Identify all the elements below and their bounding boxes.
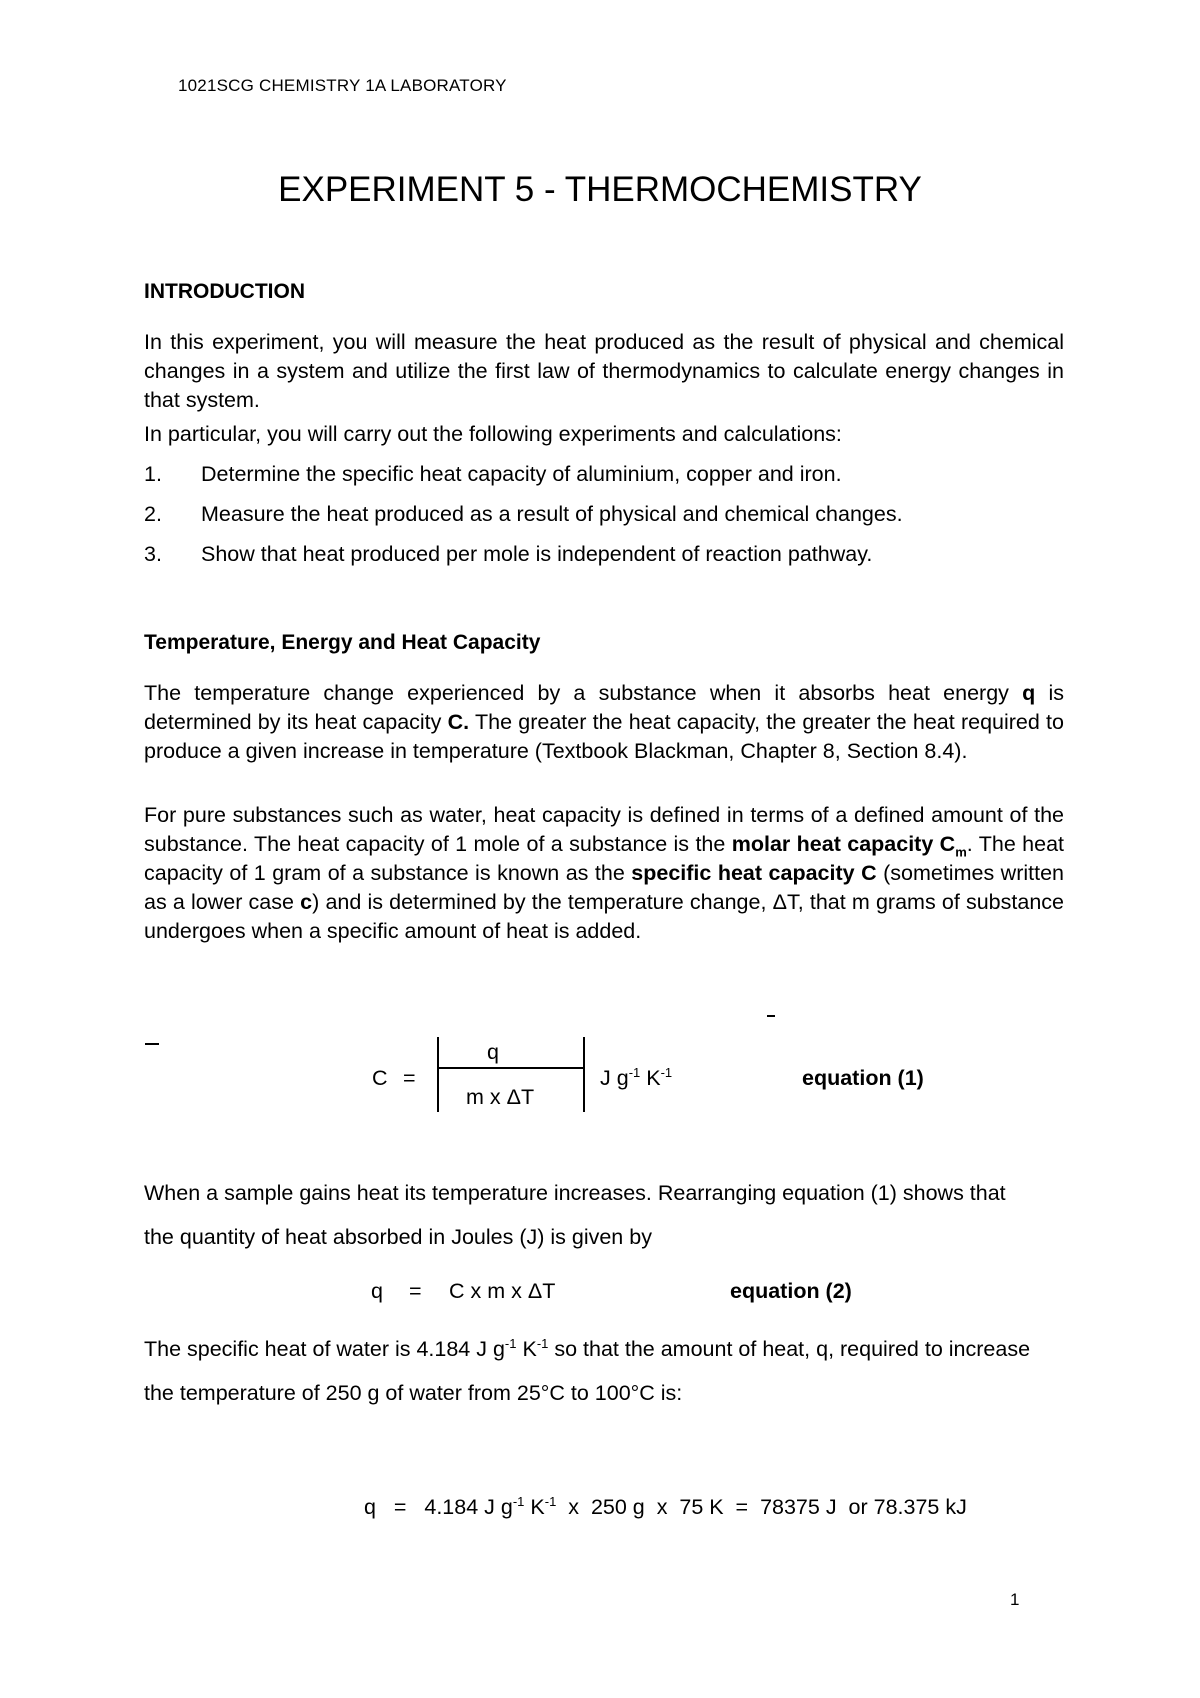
paragraph-heat-capacity: The temperature change experienced by a substance when it absorbs heat energy q is determined by its heat capacity C. The greater the heat capacity, the greater the heat required to produce a given increase in temperature (Textbook Blackman, Chapter 8, Section 8.4). [144, 681, 1065, 763]
introduction-paragraph: In this experiment, you will measure the heat produced as the result of physical and chemical changes in a system and utilize the first law of thermodynamics to calculate energy changes in that system. [144, 330, 1064, 412]
equation1-denominator: m x ΔT [466, 1085, 535, 1109]
fraction-bar [437, 1067, 585, 1069]
running-header: 1021SCG CHEMISTRY 1A LABORATORY [178, 76, 507, 95]
equation1-numerator: q [487, 1040, 499, 1064]
section-heading: Temperature, Energy and Heat Capacity [144, 631, 541, 654]
equation2-lhs: q [371, 1279, 383, 1303]
equation2-rhs: C x m x ΔT [449, 1279, 556, 1303]
document-page: 1021SCG CHEMISTRY 1A LABORATORY EXPERIMENT 5 - THERMOCHEMISTRY INTRODUCTION In this experiment, you will measure the heat produced as the result of physical and chemical changes in a system and utilize the first law of thermodynamics to calculate energy changes in that system. In particular, you will carry out the following experiments and calculations: 1. Determine the specific heat capacity of aluminium, copper and iron. 2. Measure the heat produced as a result of physical and chemical changes. 3. Show that heat produced per mole is independent of reaction pathway. Temperature, Energy and Heat Capacity The temperature change experienced by a substance when it absorbs heat energy q is determined by its heat capacity C. The greater the heat capacity, the greater the heat required to produce a given increase in temperature (Textbook Blackman, Chapter 8, Section 8.4). For pure substances such as water, heat capacity is defined in terms of a defined amount of the substance. The heat capacity of 1 mole of a substance is the molar heat capacity $C_m$. The heat capacity of 1 gram of a substance is known as the specific heat capacity C (sometimes written as a lower case c) and is determined by the temperature change, ΔT, that m grams of substance undergoes when a specific amount of heat is added. C = q m x ΔT J $g^{-1}$ $K^{-1}$ equation (1) When a sample gains heat its temperature increases. Rearranging equation (1) shows that the quantity of heat absorbed in Joules (J) is given by q = C x m x ΔT equation (2) The specific heat of water is 4.184 J $g^{-1}$ $K^{-1}$ so that the amount of heat, q, required to increase the temperature of 250 g of water from 25°C to 100°C is: q = 4.184 J $g^{-1}$ $K^{-1}$ x 250 g x 75 K = 78375 J or 78.375 kJ 1 [0, 0, 1200, 1698]
equation1-lhs: C [372, 1066, 388, 1090]
equation1-left-bar [437, 1037, 439, 1112]
equation1-right-bar [583, 1037, 585, 1112]
paragraph-water-heat: The specific heat of water is 4.184 J $g^{-1}$ $K^{-1}$ so that the amount of heat, q, required to increase [144, 1335, 1031, 1361]
equation2-equals: = [409, 1279, 422, 1303]
equation1-equals: = [403, 1066, 416, 1090]
paragraph-specific-heat: For pure substances such as water, heat capacity is defined in terms of a defined amount of the substance. The heat capacity of 1 mole of a substance is the molar heat capacity $C_m$. The heat capacity of 1 gram of a substance is known as the specific heat capacity C (sometimes written as a lower case c) and is determined by the temperature change, ΔT, that m grams of substance undergoes when a specific amount of heat is added. [144, 803, 1065, 943]
introduction-heading: INTRODUCTION [144, 280, 305, 303]
paragraph-rearranging: When a sample gains heat its temperature increases. Rearranging equation (1) shows that [144, 1181, 1006, 1205]
equation1-label: equation (1) [802, 1066, 924, 1090]
page-number: 1 [1010, 1590, 1020, 1609]
page-title: EXPERIMENT 5 - THERMOCHEMISTRY [278, 170, 922, 209]
equation2-label: equation (2) [730, 1279, 852, 1303]
underline-mark [767, 1015, 775, 1017]
equation3: q = 4.184 J $g^{-1}$ $K^{-1}$ x 250 g x 75 K = 78375 J or 78.375 kJ [364, 1493, 967, 1519]
equation1-unit: J $g^{-1}$ $K^{-1}$ [600, 1064, 673, 1090]
dash-mark [145, 1043, 159, 1045]
paragraph-rearranging-cont: the quantity of heat absorbed in Joules (J) is given by [144, 1225, 652, 1249]
paragraph-water-heat-cont: the temperature of 250 g of water from 25°C to 100°C is: [144, 1381, 683, 1405]
introduction-lead: In particular, you will carry out the following experiments and calculations: [144, 422, 842, 446]
